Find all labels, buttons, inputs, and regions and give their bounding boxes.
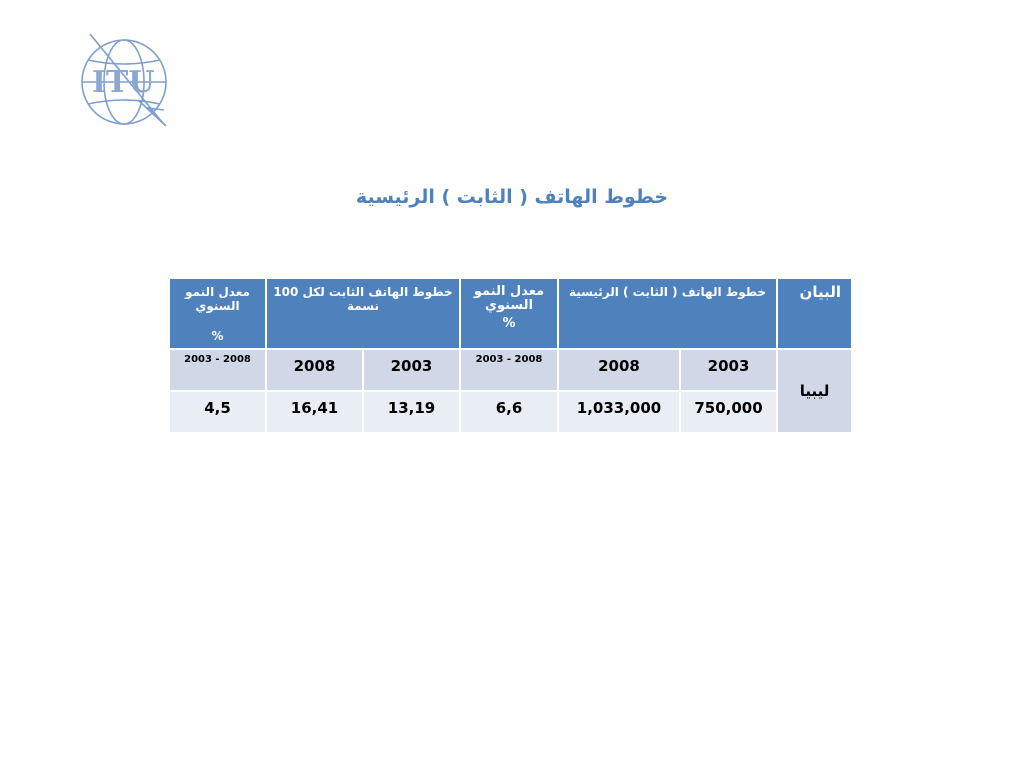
header-growth-rate-lines-label: معدل النمو السنوي — [473, 284, 545, 313]
itu-logo-text: ITU — [92, 65, 155, 100]
subheader-row — [169, 349, 852, 391]
slide-title: خطوط الهاتف ( الثابت ) الرئيسية — [355, 186, 669, 208]
header-growth-rate-lines-pct: % — [502, 316, 516, 331]
header-growth-rate-per-100-pct: % — [211, 329, 224, 343]
cell-lines-2008: 1,033,000 — [558, 391, 680, 433]
subheader-per100-range: 2003 - 2008 — [169, 349, 266, 391]
header-fixed-per-100: خطوط الهاتف الثابت لكل 100 نسمة — [266, 278, 460, 349]
itu-logo — [78, 30, 170, 128]
subheader-per100-2003: 2003 — [363, 349, 460, 391]
header-growth-rate-lines — [460, 278, 558, 349]
subheader-lines-2008: 2008 — [558, 349, 680, 391]
subheader-lines-range: 2003 - 2008 — [460, 349, 558, 391]
country-cell: ليبيا — [777, 349, 852, 433]
cell-growth-per100: 4,5 — [169, 391, 266, 433]
data-row-libya — [169, 391, 852, 433]
cell-per100-2003: 13,19 — [363, 391, 460, 433]
cell-lines-2003: 750,000 — [680, 391, 777, 433]
header-bayan: البيان — [777, 278, 852, 349]
subheader-lines-2003: 2003 — [680, 349, 777, 391]
cell-growth-lines: 6,6 — [460, 391, 558, 433]
header-fixed-main-lines: خطوط الهاتف ( الثابت ) الرئيسية — [558, 278, 777, 349]
header-growth-rate-per-100 — [169, 278, 266, 349]
header-row — [169, 278, 852, 349]
header-growth-rate-per-100-label: معدل النمو السنوي — [185, 285, 250, 313]
fixed-lines-table — [168, 277, 853, 434]
cell-per100-2008: 16,41 — [266, 391, 363, 433]
subheader-per100-2008: 2008 — [266, 349, 363, 391]
